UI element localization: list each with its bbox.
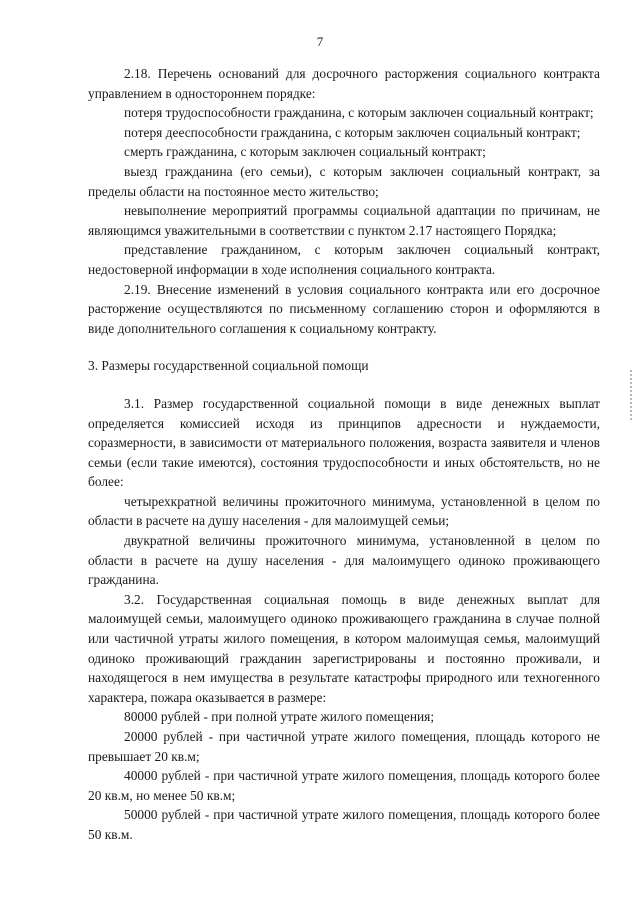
list-item-single-limit: двукратной величины прожиточного минимума, установленной в целом по области в расчете на душу населения - для малоимущего одиноко проживающего гражданина. (88, 533, 600, 588)
paragraph-2-19: 2.19. Внесение изменений в условия социального контракта или его досрочное расторжение осуществляются по письменному соглашению сторон и оформляются в виде дополнительного соглашения к социальному контракту. (88, 281, 600, 336)
page-number: 7 (316, 34, 324, 49)
amount-item-full-loss: 80000 рублей - при полной утрате жилого помещения; (124, 709, 435, 725)
amount-item-partial-20: 20000 рублей - при частичной утрате жилого помещения, площадь которого не превышает 20 кв.м; (88, 729, 600, 764)
list-item-family-limit: четырехкратной величины прожиточного минимума, установленной в целом по области в расчете на душу населения - для малоимущей семьи; (88, 493, 600, 529)
list-item-death: смерть гражданина, с которым заключен социальный контракт; (124, 144, 486, 160)
paragraph-3-1: 3.1. Размер государственной социальной помощи в виде денежных выплат определяется комиссией исходя из принципов адресности и нуждаемости, соразмерности, в зависимости от материального положения, возраста заявителя и членов семьи (если такие имеются), состояния трудоспособности и иных обстоятельств, но не более: (88, 395, 600, 490)
list-item-non-fulfillment: невыполнение мероприятий программы социальной адаптации по причинам, не являющимся уважительными в соответствии с пунктом 2.17 настоящего Порядка; (88, 203, 600, 238)
amount-item-partial-20-50: 40000 рублей - при частичной утрате жилого помещения, площадь которого более 20 кв.м, но менее 50 кв.м; (88, 768, 600, 803)
section-heading: 3. Размеры государственной социальной помощи (88, 358, 369, 374)
paragraph-2-18: 2.18. Перечень оснований для досрочного расторжения социального контракта управлением в одностороннем порядке: (88, 66, 600, 101)
list-item-false-info: представление гражданином, с которым заключен социальный контракт, недостоверной информации в ходе исполнения социального контракта. (88, 242, 600, 277)
amount-item-partial-50: 50000 рублей - при частичной утрате жилого помещения, площадь которого более 50 кв.м. (88, 807, 600, 842)
list-item-departure: выезд гражданина (его семьи), с которым заключен социальный контракт, за пределы области на постоянное место жительство; (88, 163, 600, 199)
scan-artifact (630, 370, 632, 422)
list-item-incapacity-work: потеря трудоспособности гражданина, с которым заключен социальный контракт; (124, 105, 594, 121)
document-body (88, 64, 600, 845)
list-item-incapacity-legal: потеря дееспособности гражданина, с которым заключен социальный контракт; (124, 124, 581, 140)
paragraph-3-2: 3.2. Государственная социальная помощь в виде денежных выплат для малоимущей семьи, малоимущего одиноко проживающего гражданина в случае полной или частичной утраты жилого помещения, в котором малоимущая семья, малоимущий одиноко проживающий гражданин зарегистрированы и постоянно проживали, и находящегося в нем имущества в результате катастрофы природного или техногенного характера, пожара оказывается в размере: (88, 591, 600, 705)
